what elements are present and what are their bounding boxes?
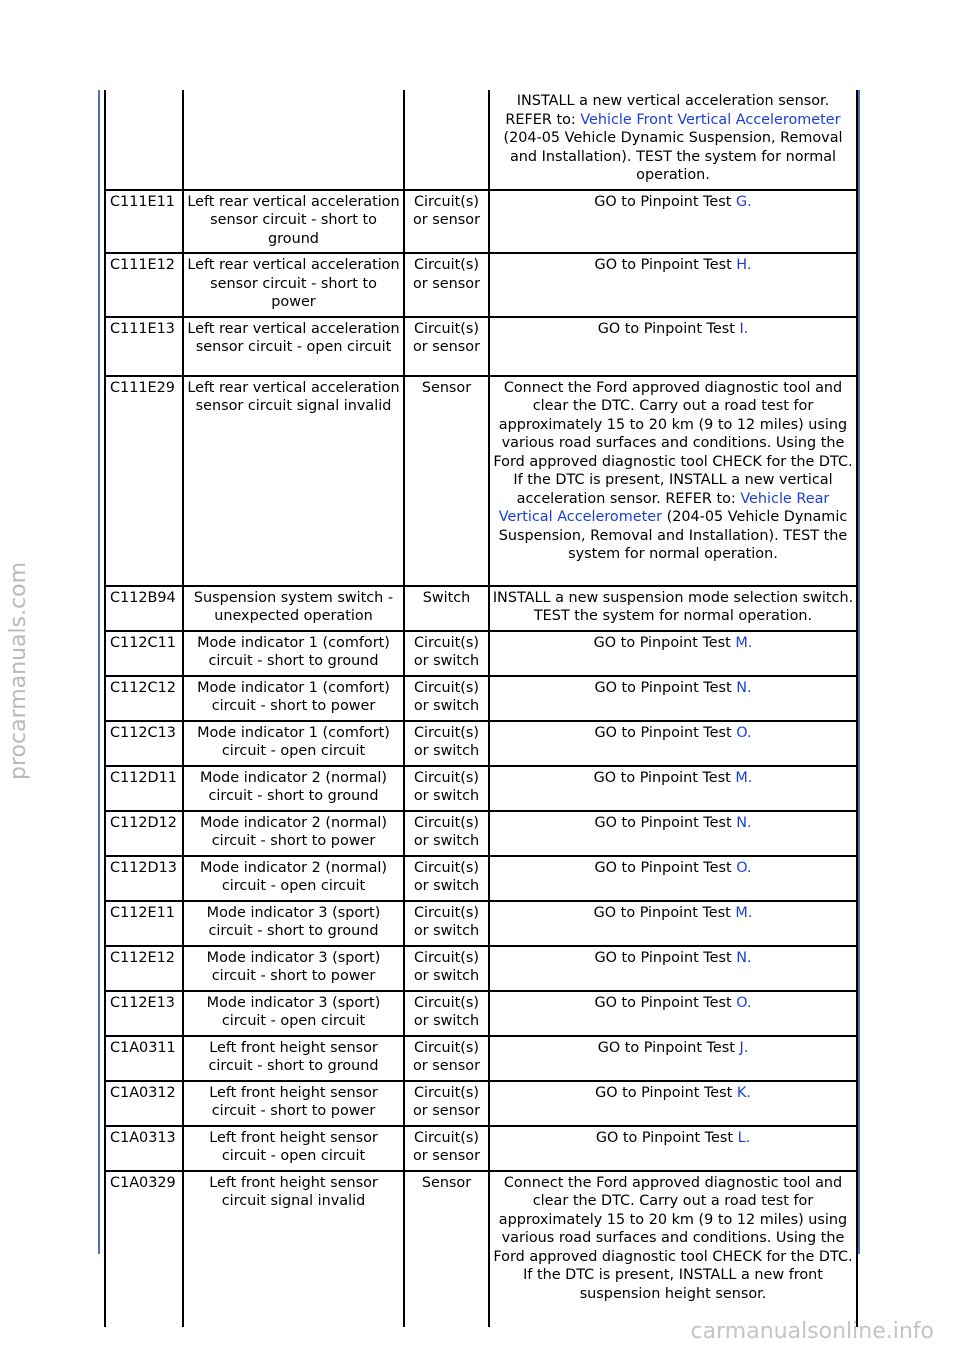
table-row [105,253,857,317]
dtc-code-cell: C111E11 [105,190,183,254]
table-row [105,766,857,811]
reference-link[interactable]: K. [736,1084,751,1101]
dtc-code-cell: C112C11 [105,631,183,676]
description-cell: Left rear vertical acceleration sensor circuit - short to power [183,253,404,317]
description-cell [183,90,404,190]
condition-cell: Sensor [404,376,489,586]
action-cell [489,1171,857,1327]
action-cell [489,856,857,901]
description-cell: Mode indicator 1 (comfort) circuit - short to power [183,676,404,721]
reference-link[interactable]: O. [736,724,752,741]
dtc-code-cell: C112D13 [105,856,183,901]
table-row [105,1081,857,1126]
dtc-code-cell: C112C12 [105,676,183,721]
action-cell [489,631,857,676]
table-row [105,631,857,676]
condition-cell: Circuit(s) or sensor [404,190,489,254]
dtc-code-cell: C112B94 [105,586,183,631]
condition-cell: Switch [404,586,489,631]
table-row [105,586,857,631]
condition-cell [404,90,489,190]
reference-link[interactable]: M. [735,769,753,786]
action-cell [489,811,857,856]
condition-cell: Circuit(s) or sensor [404,1081,489,1126]
action-cell [489,90,857,190]
dtc-table-body [105,90,857,1327]
action-cell [489,946,857,991]
reference-link[interactable]: O. [736,859,752,876]
condition-cell: Circuit(s) or switch [404,631,489,676]
reference-link[interactable]: N. [736,814,752,831]
description-cell: Left rear vertical acceleration sensor circuit - short to ground [183,190,404,254]
description-cell: Mode indicator 3 (sport) circuit - open circuit [183,991,404,1036]
footer-watermark: carmanualsonline.info [690,1319,934,1344]
description-cell: Suspension system switch - unexpected operation [183,586,404,631]
table-row [105,901,857,946]
condition-cell: Circuit(s) or sensor [404,1036,489,1081]
description-cell: Mode indicator 2 (normal) circuit - short to ground [183,766,404,811]
reference-link[interactable]: Vehicle Front Vertical Accelerometer [580,111,841,128]
dtc-code-cell: C112E13 [105,991,183,1036]
description-cell: Left front height sensor circuit - short to ground [183,1036,404,1081]
table-row [105,1126,857,1171]
action-cell [489,253,857,317]
reference-link[interactable]: I. [739,320,749,337]
condition-cell: Circuit(s) or switch [404,676,489,721]
action-text: INSTALL a new vertical acceleration sensor. REFER to: [505,93,830,128]
reference-link[interactable]: L. [737,1129,751,1146]
action-text: GO to Pinpoint Test [594,724,737,741]
action-text: GO to Pinpoint Test [594,814,737,831]
dtc-table [104,90,858,1327]
right-border-line [858,90,860,1254]
action-text: GO to Pinpoint Test [597,320,740,337]
condition-cell: Circuit(s) or switch [404,766,489,811]
dtc-code-cell [105,90,183,190]
action-text: Connect the Ford approved diagnostic tool and clear the DTC. Carry out a road test for approximately 15 to 20 km (9 to 12 miles) using various road surfaces and conditions. Using the Ford approved diagnostic tool CHECK for the DTC. If the DTC is present, INSTALL a new front suspension height sensor. [493,1174,853,1302]
action-text: GO to Pinpoint Test [594,679,737,696]
action-text: GO to Pinpoint Test [594,949,737,966]
condition-cell: Circuit(s) or switch [404,721,489,766]
action-cell [489,1081,857,1126]
dtc-code-cell: C112D11 [105,766,183,811]
action-text: GO to Pinpoint Test [595,1084,737,1101]
action-text: GO to Pinpoint Test [595,1129,738,1146]
description-cell: Mode indicator 1 (comfort) circuit - short to ground [183,631,404,676]
dtc-code-cell: C111E29 [105,376,183,586]
action-cell [489,1036,857,1081]
dtc-code-cell: C112D12 [105,811,183,856]
action-cell [489,991,857,1036]
reference-link[interactable]: N. [736,679,752,696]
reference-link[interactable]: M. [735,634,753,651]
reference-link[interactable]: N. [736,949,752,966]
reference-link[interactable]: H. [736,257,752,273]
description-cell: Mode indicator 3 (sport) circuit - short to ground [183,901,404,946]
condition-cell: Circuit(s) or switch [404,811,489,856]
action-cell [489,1126,857,1171]
condition-cell: Circuit(s) or sensor [404,1126,489,1171]
action-cell [489,676,857,721]
action-text-after: (204-05 Vehicle Dynamic Suspension, Removal and Installation). TEST the system for normal operation. [503,130,843,183]
description-cell: Mode indicator 2 (normal) circuit - open circuit [183,856,404,901]
dtc-code-cell: C111E13 [105,317,183,376]
reference-link[interactable]: O. [736,994,752,1011]
condition-cell: Circuit(s) or sensor [404,253,489,317]
action-cell [489,190,857,254]
description-cell: Left front height sensor circuit - open circuit [183,1126,404,1171]
dtc-code-cell: C112C13 [105,721,183,766]
dtc-code-cell: C112E11 [105,901,183,946]
action-text: GO to Pinpoint Test [593,769,736,786]
action-text: GO to Pinpoint Test [593,904,736,921]
reference-link[interactable]: J. [739,1039,749,1056]
condition-cell: Sensor [404,1171,489,1327]
action-text: GO to Pinpoint Test [597,1039,740,1056]
action-text: GO to Pinpoint Test [594,257,737,273]
dtc-code-cell: C1A0313 [105,1126,183,1171]
description-cell: Left front height sensor circuit - short to power [183,1081,404,1126]
table-row [105,721,857,766]
dtc-code-cell: C1A0329 [105,1171,183,1327]
condition-cell: Circuit(s) or switch [404,946,489,991]
action-cell [489,721,857,766]
table-row [105,676,857,721]
action-text: GO to Pinpoint Test [593,634,736,651]
action-text: GO to Pinpoint Test [594,859,737,876]
action-cell [489,766,857,811]
reference-link[interactable]: G. [736,193,752,210]
table-row [105,190,857,254]
condition-cell: Circuit(s) or sensor [404,317,489,376]
table-row [105,317,857,376]
action-text: GO to Pinpoint Test [594,193,736,210]
table-row [105,90,857,190]
description-cell: Mode indicator 2 (normal) circuit - short to power [183,811,404,856]
action-text-after: (204-05 Vehicle Dynamic Suspension, Removal and Installation). TEST the system for normal operation. [498,509,848,562]
table-row [105,811,857,856]
action-cell [489,317,857,376]
table-row [105,856,857,901]
table-row [105,376,857,586]
description-cell: Left rear vertical acceleration sensor circuit signal invalid [183,376,404,586]
action-text: Connect the Ford approved diagnostic tool and clear the DTC. Carry out a road test for approximately 15 to 20 km (9 to 12 miles) using various road surfaces and conditions. Using the Ford approved diagnostic tool CHECK for the DTC. If the DTC is present, INSTALL a new vertical acceleration sensor. REFER to: [493,379,853,507]
description-cell: Mode indicator 3 (sport) circuit - short to power [183,946,404,991]
description-cell: Left rear vertical acceleration sensor circuit - open circuit [183,317,404,376]
description-cell: Left front height sensor circuit signal invalid [183,1171,404,1327]
left-border-line [98,90,100,1254]
dtc-code-cell: C1A0312 [105,1081,183,1126]
dtc-code-cell: C111E12 [105,253,183,317]
table-row [105,946,857,991]
condition-cell: Circuit(s) or switch [404,856,489,901]
condition-cell: Circuit(s) or switch [404,901,489,946]
table-row [105,1171,857,1327]
action-cell [489,901,857,946]
dtc-code-cell: C112E12 [105,946,183,991]
dtc-code-cell: C1A0311 [105,1036,183,1081]
reference-link[interactable]: M. [735,904,753,921]
side-watermark: procarmanuals.com [6,561,31,780]
table-row [105,991,857,1036]
condition-cell: Circuit(s) or switch [404,991,489,1036]
reference-link[interactable]: Vehicle Rear Vertical Accelerometer [498,490,830,525]
table-row [105,1036,857,1081]
action-cell [489,376,857,586]
description-cell: Mode indicator 1 (comfort) circuit - open circuit [183,721,404,766]
action-text: GO to Pinpoint Test [594,994,737,1011]
action-text: INSTALL a new suspension mode selection switch. TEST the system for normal operation. [492,589,854,624]
action-cell [489,586,857,631]
